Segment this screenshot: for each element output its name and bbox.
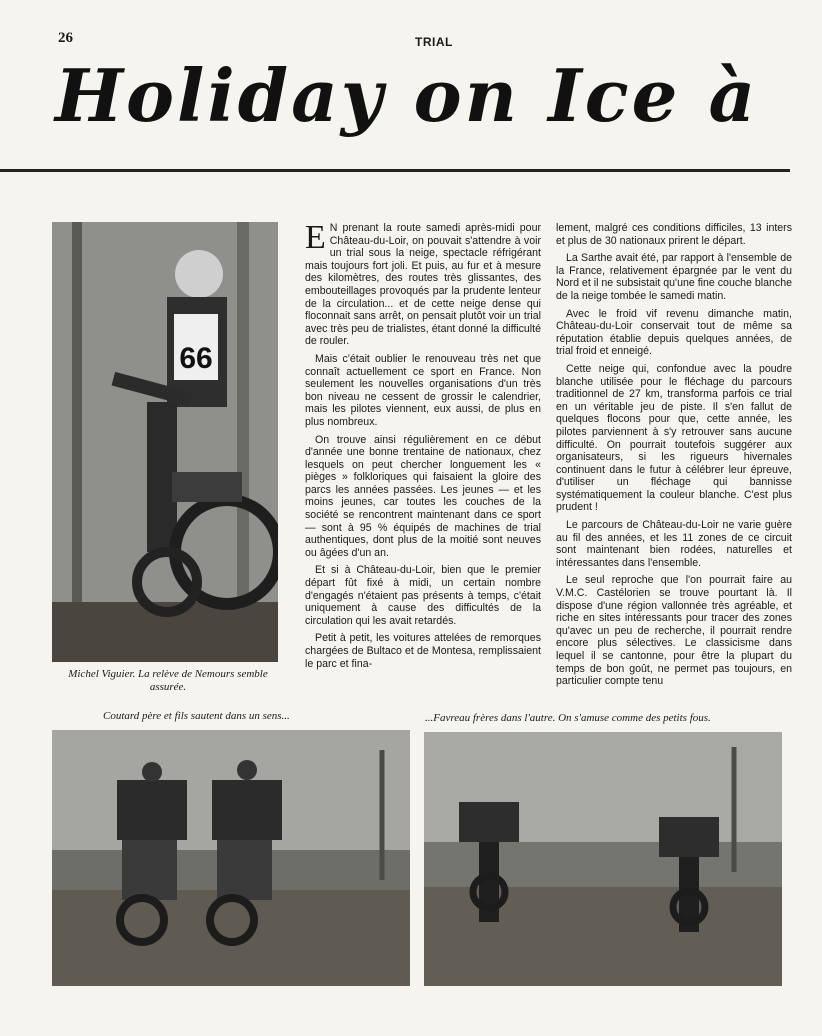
col1-paragraph: Et si à Château-du-Loir, bien que le premier départ fût fixé à midi, un certain nombre d'engagés n'étaient pas présents à temps, c'était uniquement à cause des difficultés de la circulation qui les avait retardés. — [305, 564, 541, 627]
main-photo-illustration — [52, 222, 278, 662]
bottom-right-illustration — [424, 732, 782, 986]
article-column-1 — [305, 219, 541, 675]
page-number: 26 — [58, 30, 73, 46]
rider-number-text: 66 — [179, 342, 213, 375]
col2-paragraph: La Sarthe avait été, par rapport à l'ensemble de la France, relativement épargnée par le vent du Nord et il ne subsistait qu'une fine couche blanche de la neige tombée le samedi matin. — [556, 252, 792, 302]
col1-paragraph: On trouve ainsi régulièrement en ce début d'année une bonne trentaine de nationaux, chez lesquels on peut chercher longuement les « pièges » folkloriques qui faisaient la gloire des parcs les années passées. Les jeunes — et les moins jeunes, car toutes les couches de la société se rencontrent maintenant dans ce sport — sont à 95 % équipés de machines de trial authentiques, dont plus de la moitié sont neuves ou âgées d'un an. — [305, 433, 541, 559]
col1-paragraph: E N prenant la route samedi après-midi pour Château-du-Loir, on pouvait s'attendre à voir un trial sous la neige, spectacle réfrigérant mais toujours fort joli. Et puis, au fur et à mesure des kilomètres, des routes très glissantes, des embouteillages provoqués par la prudente lenteur de la circulation... et de cette neige dense qui floconnait sans arrêt, on pensait plutôt voir un trial avec très peu de trialistes, étant donné la difficulté de rouler. — [305, 219, 541, 348]
main-photo — [52, 222, 278, 662]
right-photo-caption: ...Favreau frères dans l'autre. On s'amuse comme des petits fous. — [425, 712, 711, 724]
col2-paragraph: Le parcours de Château-du-Loir ne varie guère au fil des années, et les 11 zones de ce circuit sont maintenant bien rodées, naturelles et intéressantes dans l'ensemble. — [556, 519, 792, 569]
bottom-right-photo — [424, 732, 782, 986]
main-photo-caption: Michel Viguier. La relève de Nemours semble assurée. — [68, 668, 268, 693]
col2-paragraph: Avec le froid vif revenu dimanche matin, Château-du-Loir conservait tout de même sa réputation établie depuis quelques années, de trial froid et enneigé. — [556, 307, 792, 358]
col1-paragraph: Mais c'était oublier le renouveau très net que connaît actuellement ce sport en France. Non seulement les nouvelles organisations d'un très bon niveau ne cessent de grossir le calendrier, mais les pilotes viennent, eux aussi, de plus en plus nombreux. — [305, 352, 541, 428]
col1-paragraph: Petit à petit, les voitures attelées de remorques chargées de Bultaco et de Montesa, remplissaient le parc et fina- — [305, 632, 541, 670]
drop-cap: E — [305, 219, 326, 256]
section-label: TRIAL — [415, 35, 453, 49]
headline: Holiday on Ice à — [55, 53, 759, 138]
bottom-left-illustration — [52, 730, 410, 986]
col2-paragraph: Le seul reproche que l'on pourrait faire au V.M.C. Castélorien se trouve pourtant là. Il dispose d'une région vallonnée très agréable, et riche en sites intéressants pour tracer des zones qu'avec un peu de recherche, il pourrait rendre encore plus sélectives. Le classicisme dans lequel il se cantonne, pour être la plupart du temps de bon goût, ne permet pas toujours, en particulier compte tenu — [556, 574, 792, 688]
col2-paragraph: lement, malgré ces conditions difficiles, 13 inters et plus de 30 nationaux prirent le départ. — [556, 222, 792, 247]
bottom-left-photo — [52, 730, 410, 986]
col2-paragraph: Cette neige qui, confondue avec la poudre blanche utilisée pour le fléchage du parcours traditionnel de 27 km, transforma parfois ce trial en un véritable jeu de piste. Il s'en fallut de quelques flocons pour que, cette année, les pilotes parviennent à s'y retrouver sans aucune difficulté. On pourrait toutefois suggérer aux organisateurs, si les rigueurs hivernales continuent dans le futur à célébrer leur épreuve, d'utiliser un fléchage qui bannisse systématiquement la couleur blanche. C'est plus prudent ! — [556, 362, 792, 514]
article-column-2 — [556, 222, 792, 693]
header-rule — [0, 169, 790, 172]
left-photo-caption: Coutard père et fils sautent dans un sens... — [103, 710, 290, 722]
